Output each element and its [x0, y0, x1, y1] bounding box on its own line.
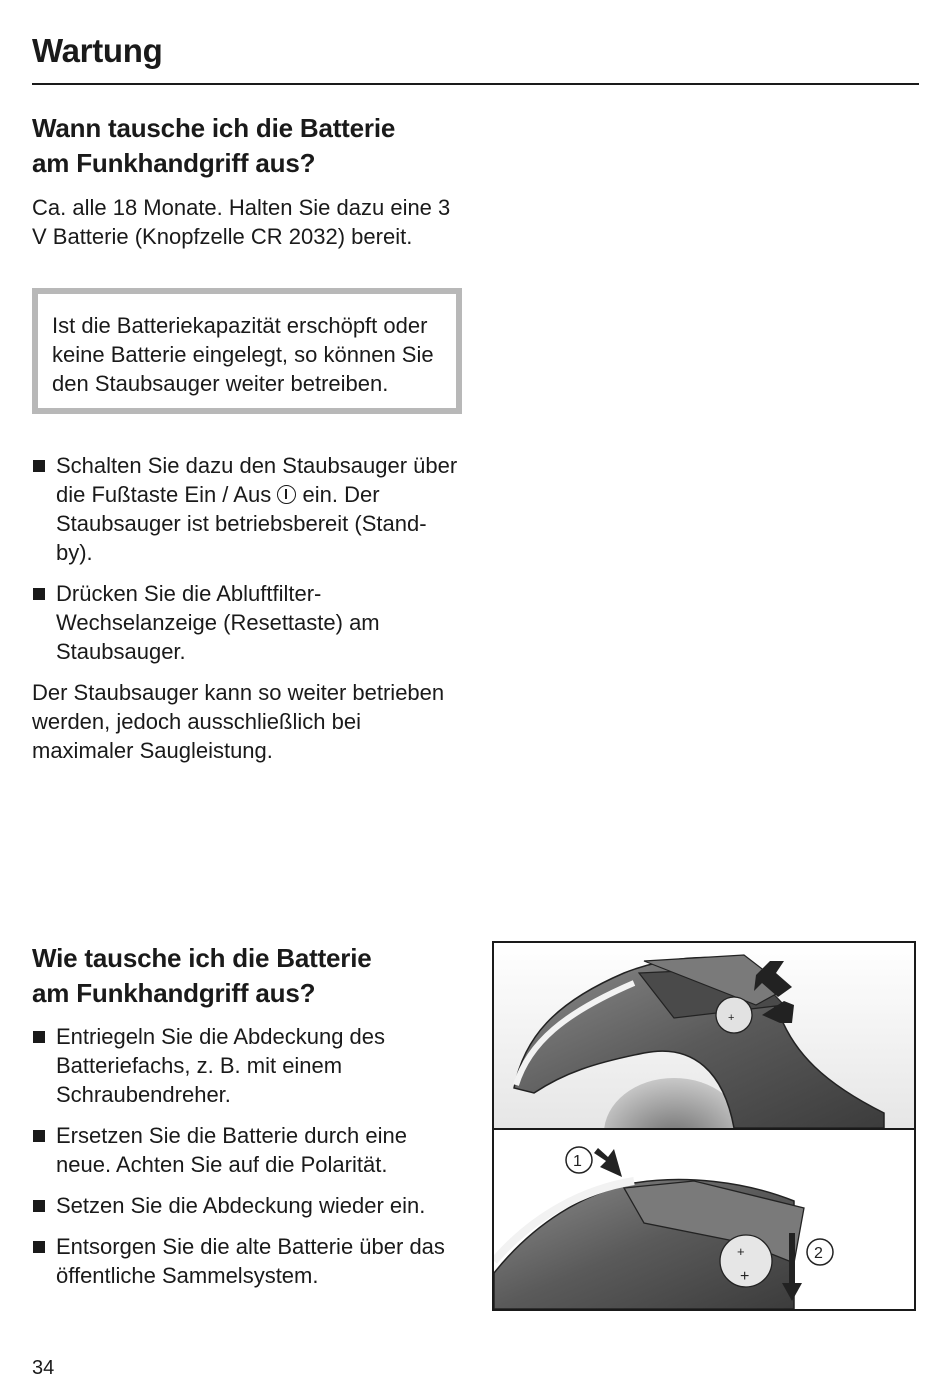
section-how-bullet-list — [32, 1022, 468, 1290]
title-divider — [32, 83, 919, 85]
list-item — [32, 1121, 468, 1179]
list-item — [32, 451, 462, 567]
closing-paragraph: Der Staubsauger kann so weiter betrieben werden, jedoch ausschließlich bei maximaler Saugleistung. — [32, 680, 445, 763]
bullet-text: Drücken Sie die Abluftfilter-Wechselanzeige (Resettaste) am Staubsauger. — [56, 581, 380, 664]
power-switch-icon — [277, 485, 296, 504]
illustration-svg — [494, 943, 914, 1309]
bullet-text: Entsorgen Sie die alte Batterie über das öffentliche Sammelsystem. — [56, 1234, 445, 1288]
bullet-text: Entriegeln Sie die Abdeckung des Batteriefachs, z. B. mit einem Schraubendreher. — [56, 1024, 386, 1107]
section-how-heading-line1: Wie tausche ich die Batterie — [32, 943, 372, 973]
bullet-text: Setzen Sie die Abdeckung wieder ein. — [56, 1193, 426, 1218]
list-item — [32, 1232, 468, 1290]
bullet-square-icon — [33, 588, 45, 600]
step-1-label: 1 — [573, 1153, 582, 1170]
battery-replacement-illustration — [492, 941, 916, 1311]
svg-text:+: + — [728, 1012, 735, 1024]
list-item — [32, 1022, 468, 1109]
note-text: Ist die Batteriekapazität erschöpft oder keine Batterie eingelegt, so können Sie den Staubsauger weiter betreiben. — [52, 313, 434, 396]
step-2-label: 2 — [814, 1245, 823, 1262]
bullet-square-icon — [33, 1130, 45, 1142]
list-item — [32, 579, 462, 666]
intro-paragraph: Ca. alle 18 Monate. Halten Sie dazu eine 3 V Batterie (Knopfzelle CR 2032) bereit. — [32, 195, 451, 249]
section-how — [32, 941, 468, 1302]
section-how-heading — [32, 941, 468, 1011]
section-when-heading — [32, 111, 472, 181]
section-when — [32, 111, 472, 251]
bullet-square-icon — [33, 1241, 45, 1253]
battery-plus-label: + — [740, 1268, 750, 1285]
illustration-panel-insert-battery — [494, 1130, 914, 1309]
page-title: Wartung — [32, 32, 163, 69]
section-when-bullet-list — [32, 451, 462, 666]
section-when-steps — [32, 451, 462, 765]
bullet-text: ein. Der Staubsauger ist betriebsbereit (Stand-by). — [56, 482, 427, 565]
bullet-square-icon — [33, 1200, 45, 1212]
battery-plus-label: + — [737, 1244, 745, 1259]
page-number: 34 — [32, 1357, 55, 1379]
section-how-heading-line2: am Funkhandgriff aus? — [32, 978, 316, 1008]
bullet-square-icon — [33, 460, 45, 472]
list-item — [32, 1191, 468, 1220]
bullet-text: Ersetzen Sie die Batterie durch eine neue. Achten Sie auf die Polarität. — [56, 1123, 407, 1177]
bullet-square-icon — [33, 1031, 45, 1043]
note-box — [32, 288, 462, 414]
bullet-text: Schalten Sie dazu den Staubsauger über die Fußtaste Ein / Aus — [56, 453, 458, 507]
section-when-heading-line2: am Funkhandgriff aus? — [32, 148, 316, 178]
section-when-heading-line1: Wann tausche ich die Batterie — [32, 113, 396, 143]
